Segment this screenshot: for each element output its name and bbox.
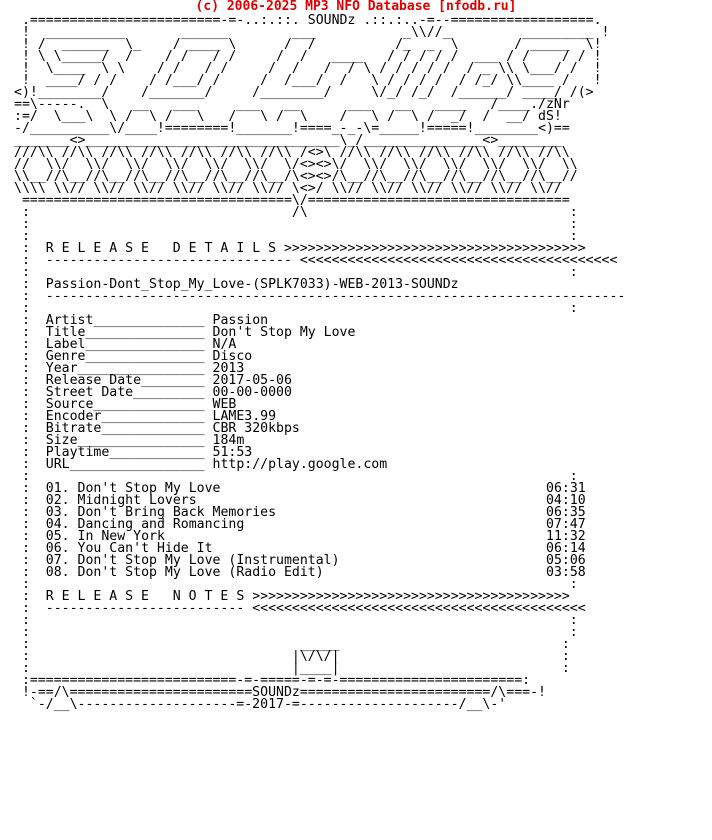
nfo-document: .========================-=-..:.::. SOUNDz .::.:..-=--==================. ! __________ ______ ___ _\\//_ _________ ! ! / ______ \_ / ____ \ / / /_ _ \ / _____ \! ! \ \_____/ / / / / / / / ____ / / / / / ___ / / / / ! ! \____ \ \ / / / / / / / / \ / / / / / / _ \\ \___/ / ! ! ____/ / / / /___/ / / /___/ / \ / / / / / /_/ \\____ / ! <)!________/ /_______/ /________/ \/_/ /_/ /______/ ____/ /(> ==\-----. \ __ ___ ___ __ ___ __ ____ /____./zNr :=/ \___\ \ / \ / \ / \ / \ / \ / \ / _/ / __/ dS! -/__________\/____!========!_______!====_-_-\=_____!=====!________<)== _______<>________________________________\_/_______________<>________ ///\\ //\\ //\\ //\\ //\\ //\\ //\\ /<>\ //\\ //\\ //\\ //\\ //\\ //\\ // \\/ \\/ \\/ \\/ \\/ \\/ \/<><>\/ \\/ \\/ \\/ \\/ \\/ \\ \\__//\__//\__//\__//\__//\__//\__/\<><>/\__//\__//\__//\__//\__//\__// \\\\ \\// \\// \\// \\// \\// \\// \<>/ \\// \\// \\// \\// \\// \\// ==================================\/================================= : /\ : : : : : : R E L E A S E D E T A I L S >>>>>>>>>>>>>>>>>>>>>>>>>>>>>>>>>>>>>> : ------------------------------- <<<<<<<<<<<<<<<<<<<<<<<<<<<<<<<<<<<<<<<< : : : Passion-Dont_Stop_My_Love-(SPLK7033)-WEB-2013-SOUNDz : ------------------------------------------------------------------------- : : : Artist______________ Passion : Title_______________ Don't Stop My Love : Label_______________ N/A : Genre_______________ Disco : Year________________ 2013 : Release Date________ 2017-05-06 : Street Date_________ 00-00-0000 : Source______________ WEB : Encoder_____________ LAME3.99 : Bitrate_____________ CBR 320kbps : Size________________ 184m : Playtime____________ 51:53 : URL_________________ http://play.google.com : : : 01. Don't Stop My Love 06:31 : 02. Midnight Lovers 04:10 : 03. Don't Bring Back Memories 06:35 : 04. Dancing and Romancing 07:47 : 05. In New York 11:32 : 06. You Can't Hide It 06:14 : 07. Don't Stop My Love (Instrumental) 05:06 : 08. Don't Stop My Love (Radio Edit) 03:58 : : : R E L E A S E N O T E S >>>>>>>>>>>>>>>>>>>>>>>>>>>>>>>>>>>>>>>> : ------------------------- <<<<<<<<<<<<<<<<<<<<<<<<<<<<<<<<<<<<<<<<<< : : : : : _____ : : |\/\/| : : |____| : :==========================-=-=====-=-=-=======================: !-==/\=======================SOUNDz========================/\===-! `-/__\--------------------=-2017-=--------------------/__\-' — [14, 13, 626, 712]
detail-label: Bitrate_____________ — [45, 421, 205, 436]
track-number: 06. — [45, 541, 70, 556]
tracklist: : 01. Don't Stop My Love 06:31 : 02. Midnight Lovers 04:10 : 03. Don't Bring Back Memories 06:35 : 04. Dancing and Romancing 07:47 : 05. In New York 11:32 : 06. You Can't Hide It 06:14 : 07. Don't Stop My Love (Instrumental) 05:06 : 08. Don't Stop My Love (Radio Edit) 03:58 — [14, 481, 586, 580]
detail-value: 2013 — [212, 361, 245, 376]
detail-value: WEB — [212, 397, 237, 412]
track-number: 04. — [45, 517, 70, 532]
detail-label: Artist______________ — [45, 313, 205, 328]
detail-value: Passion — [212, 313, 269, 328]
track-title: Don't Bring Back Memories — [77, 505, 277, 520]
detail-label: Encoder_____________ — [45, 409, 205, 424]
release-notes-title: R E L E A S E N O T E S — [45, 589, 245, 604]
detail-label: Release Date________ — [45, 373, 205, 388]
detail-value: 184m — [212, 433, 245, 448]
release-notes-arrows-right: >>>>>>>>>>>>>>>>>>>>>>>>>>>>>>>>>>>>>>>> — [252, 589, 570, 604]
detail-value: Disco — [212, 349, 253, 364]
track-time: 03:58 — [546, 565, 586, 580]
detail-label: Title_______________ — [45, 325, 205, 340]
track-title: Don't Stop My Love (Instrumental) — [77, 553, 340, 568]
detail-label: Genre_______________ — [45, 349, 205, 364]
release-details-arrows-left: <<<<<<<<<<<<<<<<<<<<<<<<<<<<<<<<<<<<<<<< — [299, 253, 618, 268]
release-details-title: R E L E A S E D E T A I L S — [45, 241, 277, 256]
detail-label: Label_______________ — [45, 337, 205, 352]
track-time: 06:14 — [546, 541, 586, 556]
track-time: 06:35 — [546, 505, 586, 520]
detail-label: URL_________________ — [45, 457, 205, 472]
details-list: : Artist______________ Passion : Title_______________ Don't Stop My Love : Label_______________ N/A : Genre_______________ Disco : Year________________ 2013 : Release Date________ 2017-05-06 : Street Date_________ 00-00-0000 : Source______________ WEB : Encoder_____________ LAME3.99 : Bitrate_____________ CBR 320kbps : Size________________ 184m : Playtime____________ 51:53 : URL_________________ http://play.google.com — [14, 313, 388, 472]
detail-label: Street Date_________ — [45, 385, 205, 400]
track-row — [46, 565, 586, 580]
release-details-arrows-right: >>>>>>>>>>>>>>>>>>>>>>>>>>>>>>>>>>>>>> — [283, 241, 586, 256]
release-name-rule: ------------------------------------------------------------------------- — [45, 289, 626, 304]
track-time: 04:10 — [545, 493, 586, 508]
detail-label: Year________________ — [45, 361, 205, 376]
detail-value: LAME3.99 — [212, 409, 277, 424]
release-notes-arrows-left: <<<<<<<<<<<<<<<<<<<<<<<<<<<<<<<<<<<<<<<<<< — [252, 601, 586, 616]
track-number: 05. — [45, 529, 70, 544]
release-details-underline: ------------------------------- — [45, 253, 292, 268]
detail-value: Don't Stop My Love — [212, 325, 356, 340]
track-number: 01. — [45, 481, 70, 496]
detail-value: http://play.google.com — [212, 457, 388, 472]
art-bottom: : _____ : : |\/\/| : : |____| : :==========================-=-=====-=-=-=======================: !-==/\=======================SOUNDz========================/\===-! `-/__\--------------------=-2017-=--------------------/__\-' — [21, 637, 570, 712]
track-title: Don't Stop My Love — [77, 481, 221, 496]
detail-label: Size________________ — [45, 433, 205, 448]
release-notes-underline: ------------------------- — [45, 601, 245, 616]
track-time: 06:31 — [546, 481, 586, 496]
detail-value: 51:53 — [212, 445, 253, 460]
release-name: Passion-Dont_Stop_My_Love-(SPLK7033)-WEB-2013-SOUNDz — [45, 277, 459, 292]
track-number: 02. — [45, 493, 70, 508]
track-title: Don't Stop My Love (Radio Edit) — [77, 565, 324, 580]
detail-value: CBR 320kbps — [212, 421, 300, 436]
detail-value: 00-00-0000 — [212, 385, 292, 400]
detail-label: Playtime____________ — [45, 445, 205, 460]
track-time: 11:32 — [546, 529, 586, 544]
art-top: .========================-=-..:.::. SOUNDz .::.:..-=--==================. ! __________ ______ ___ _\\//_ _________ ! ! / ______ \_ / ____ \ / / /_ _ \ / _____ \! ! \ \_____/ / / / / / / / ____ / / / / / ___ / / / / ! ! \____ \ \ / / / / / / / / \ / / / / / / _ \\ \___/ / ! ! ____/ / / / /___/ / / /___/ / \ / / / / / /_/ \\____ / ! <)!________/ /_______/ /________/ \/_/ /_/ /______/ ____/ /(> ==\-----. \ __ ___ ___ __ ___ __ ____ /____./zNr :=/ \___\ \ / \ / \ / \ / \ / \ / \ / _/ / __/ dS! -/__________\/____!========!_______!====_-_-\=_____!=====!________<)== _______<>________________________________\_/_______________<>________ ///\\ //\\ //\\ //\\ //\\ //\\ //\\ /<>\ //\\ //\\ //\\ //\\ //\\ //\\ // \\/ \\/ \\/ \\/ \\/ \\/ \/<><>\/ \\/ \\/ \\/ \\/ \\/ \\ \\__//\__//\__//\__//\__//\__//\__/\<><>/\__//\__//\__//\__//\__//\__// \\\\ \\// \\// \\// \\// \\// \\// \<>/ \\// \\// \\// \\// \\// \\// ==================================\/================================= : /\ : : : — [14, 13, 610, 232]
detail-value: 2017-05-06 — [212, 373, 292, 388]
track-time: 07:47 — [545, 517, 586, 532]
nfodb-header: (c) 2006-2025 MP3 NFO Database [nfodb.ru] — [195, 0, 517, 14]
detail-label: Source______________ — [45, 397, 205, 412]
detail-value: N/A — [212, 337, 237, 352]
track-title: You Can't Hide It — [77, 541, 213, 556]
track-time: 05:06 — [546, 553, 586, 568]
track-number: 08. — [45, 565, 70, 580]
track-title: Dancing and Romancing — [77, 517, 245, 532]
track-title: Midnight Lovers — [77, 493, 197, 508]
track-number: 07. — [45, 553, 70, 568]
track-title: In New York — [77, 529, 165, 544]
track-number: 03. — [45, 505, 70, 520]
